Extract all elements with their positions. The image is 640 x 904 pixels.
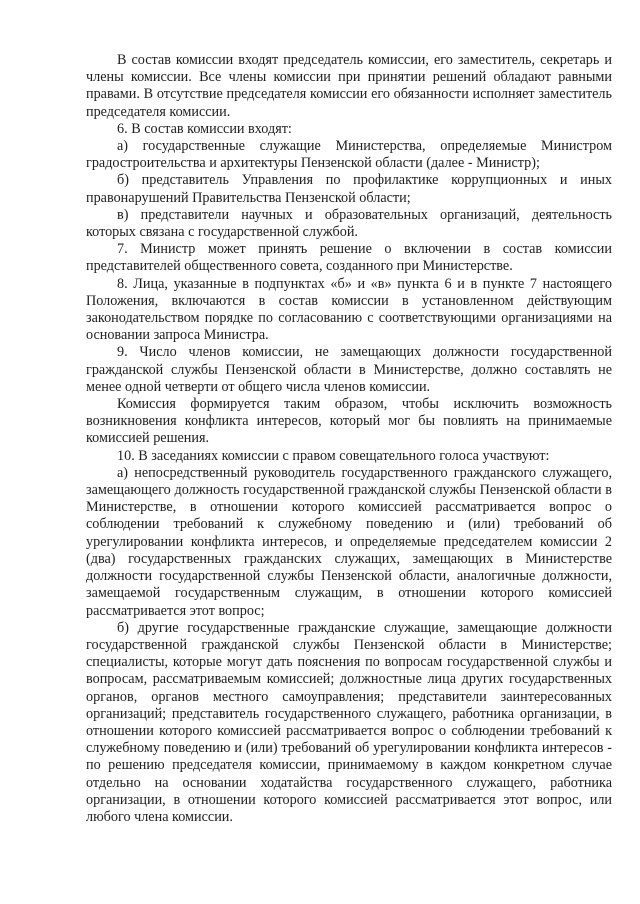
paragraph-commission-composition: В состав комиссии входят председатель комиссии, его заместитель, секретарь и члены комиссии. Все члены комиссии при принятии решений обладают равными правами. В отсутствие председателя комиссии его обязанности исполняет заместитель председателя комиссии. — [86, 52, 612, 120]
paragraph-item-6a: а) государственные служащие Министерства, определяемые Министром градостроительства и архитектуры Пензенской области (далее - Министр); — [86, 138, 612, 172]
paragraph-item-6v: в) представители научных и образовательных организаций, деятельность которых связана с государственной службой. — [86, 206, 612, 241]
paragraph-item-10: 10. В заседаниях комиссии с правом совещательного голоса участвуют: — [117, 447, 550, 464]
paragraph-item-10a: а) непосредственный руководитель государственного гражданского служащего, замещающего должность государственной гражданской службы Пензенской области в Министерстве, в отношении которого комиссией рассматривается вопрос о соблюдении требований к служебному поведению и (или) требований об урегулировании конфликта интересов, и определяемые председателем комиссии 2 (два) государственных гражданских служащих, замещающих в Министерстве должности государственной службы Пензенской области, аналогичные должности, замещаемой государственным служащим, в отношении которого комиссией рассматривается этот вопрос; — [86, 464, 612, 619]
paragraph-item-8: 8. Лица, указанные в подпунктах «б» и «в» пункта 6 и в пункте 7 настоящего Положения, включаются в состав комиссии в установленном действующим законодательством порядке по согласованию с соответствующими организациями на основании запроса Министра. — [86, 275, 612, 344]
paragraph-item-6b: б) представитель Управления по профилактике коррупционных и иных правонарушений Правительства Пензенской области; — [86, 172, 612, 206]
paragraph-item-10b: б) другие государственные гражданские служащие, замещающие должности государственной гражданской службы Пензенской области в Министерстве; специалисты, которые могут дать пояснения по вопросам государственной службы и вопросам, рассматриваемым комиссией; должностные лица других государственных органов, органов местного самоуправления; представители заинтересованных организаций; представитель государственного служащего, работника организации, в отношении которого комиссией рассматривается вопрос о соблюдении требований к служебному поведению и (или) требований об урегулировании конфликта интересов - по решению председателя комиссии, принимаемому в каждом конкретном случае отдельно на основании ходатайства государственного служащего, работника организации, в отношении которого комиссией рассматривается этот вопрос, или любого члена комиссии. — [86, 619, 612, 825]
paragraph-conflict-of-interest: Комиссия формируется таким образом, чтобы исключить возможность возникновения конфликта интересов, который мог бы повлиять на принимаемые комиссией решения. — [86, 396, 612, 447]
paragraph-item-9: 9. Число членов комиссии, не замещающих должности государственной гражданской службы Пензенской области в Министерстве, должно составлять не менее одной четверти от общего числа членов комиссии. — [86, 344, 612, 395]
paragraph-item-6: 6. В состав комиссии входят: — [117, 120, 292, 137]
document-page — [86, 52, 612, 826]
paragraph-item-7: 7. Министр может принять решение о включении в состав комиссии представителей общественного совета, созданного при Министерстве. — [86, 241, 612, 275]
